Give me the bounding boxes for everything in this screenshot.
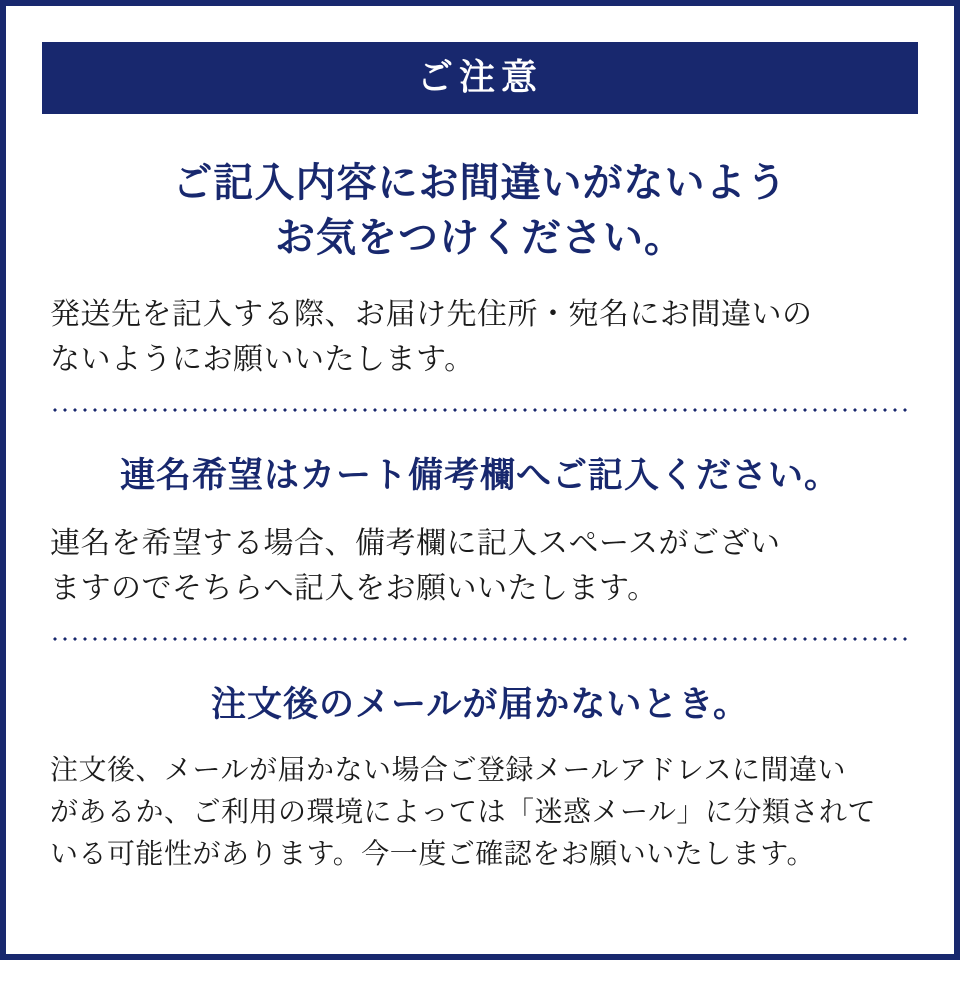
notice-section-email [50,641,910,875]
section-email-body-line-2: があるか、ご利用の環境によっては「迷惑メール」に分類されて [50,795,876,827]
notice-header-title: ご注意 [42,42,918,114]
section-joint-name-body [50,521,910,611]
section-email-heading [50,681,910,729]
notice-content [6,114,954,875]
section-email-body-line-3: いる可能性があります。今一度ご確認をお願いいたします。 [50,837,816,869]
notice-section-joint-name [50,412,910,610]
notice-inner [6,42,954,990]
section-address-heading [50,156,910,266]
notice-section-address [50,114,910,382]
section-email-heading-line-1: 注文後のメールが届かないとき。 [211,684,749,724]
section-joint-name-body-line-2: ますのでそちらへ記入をお願いいたします。 [50,571,658,605]
section-address-heading-line-2: お気をつけください。 [275,216,685,261]
section-address-heading-line-1: ご記入内容にお間違いがないよう [172,161,788,205]
section-email-body [50,749,910,875]
section-joint-name-heading-line-1: 連名希望はカート備考欄へご記入ください。 [119,456,840,496]
section-address-body-line-2: ないようにお願いいたします。 [50,343,475,377]
section-email-body-line-1: 注文後、メールが届かない場合ご登録メールアドレスに間違い [50,753,847,785]
section-joint-name-body-line-1: 連名を希望する場合、備考欄に記入スペースがござい [50,526,781,560]
section-joint-name-heading [50,452,910,500]
section-address-body-line-1: 発送先を記入する際、お届け先住所・宛名にお間違いの [50,298,813,332]
section-address-body [50,292,910,382]
